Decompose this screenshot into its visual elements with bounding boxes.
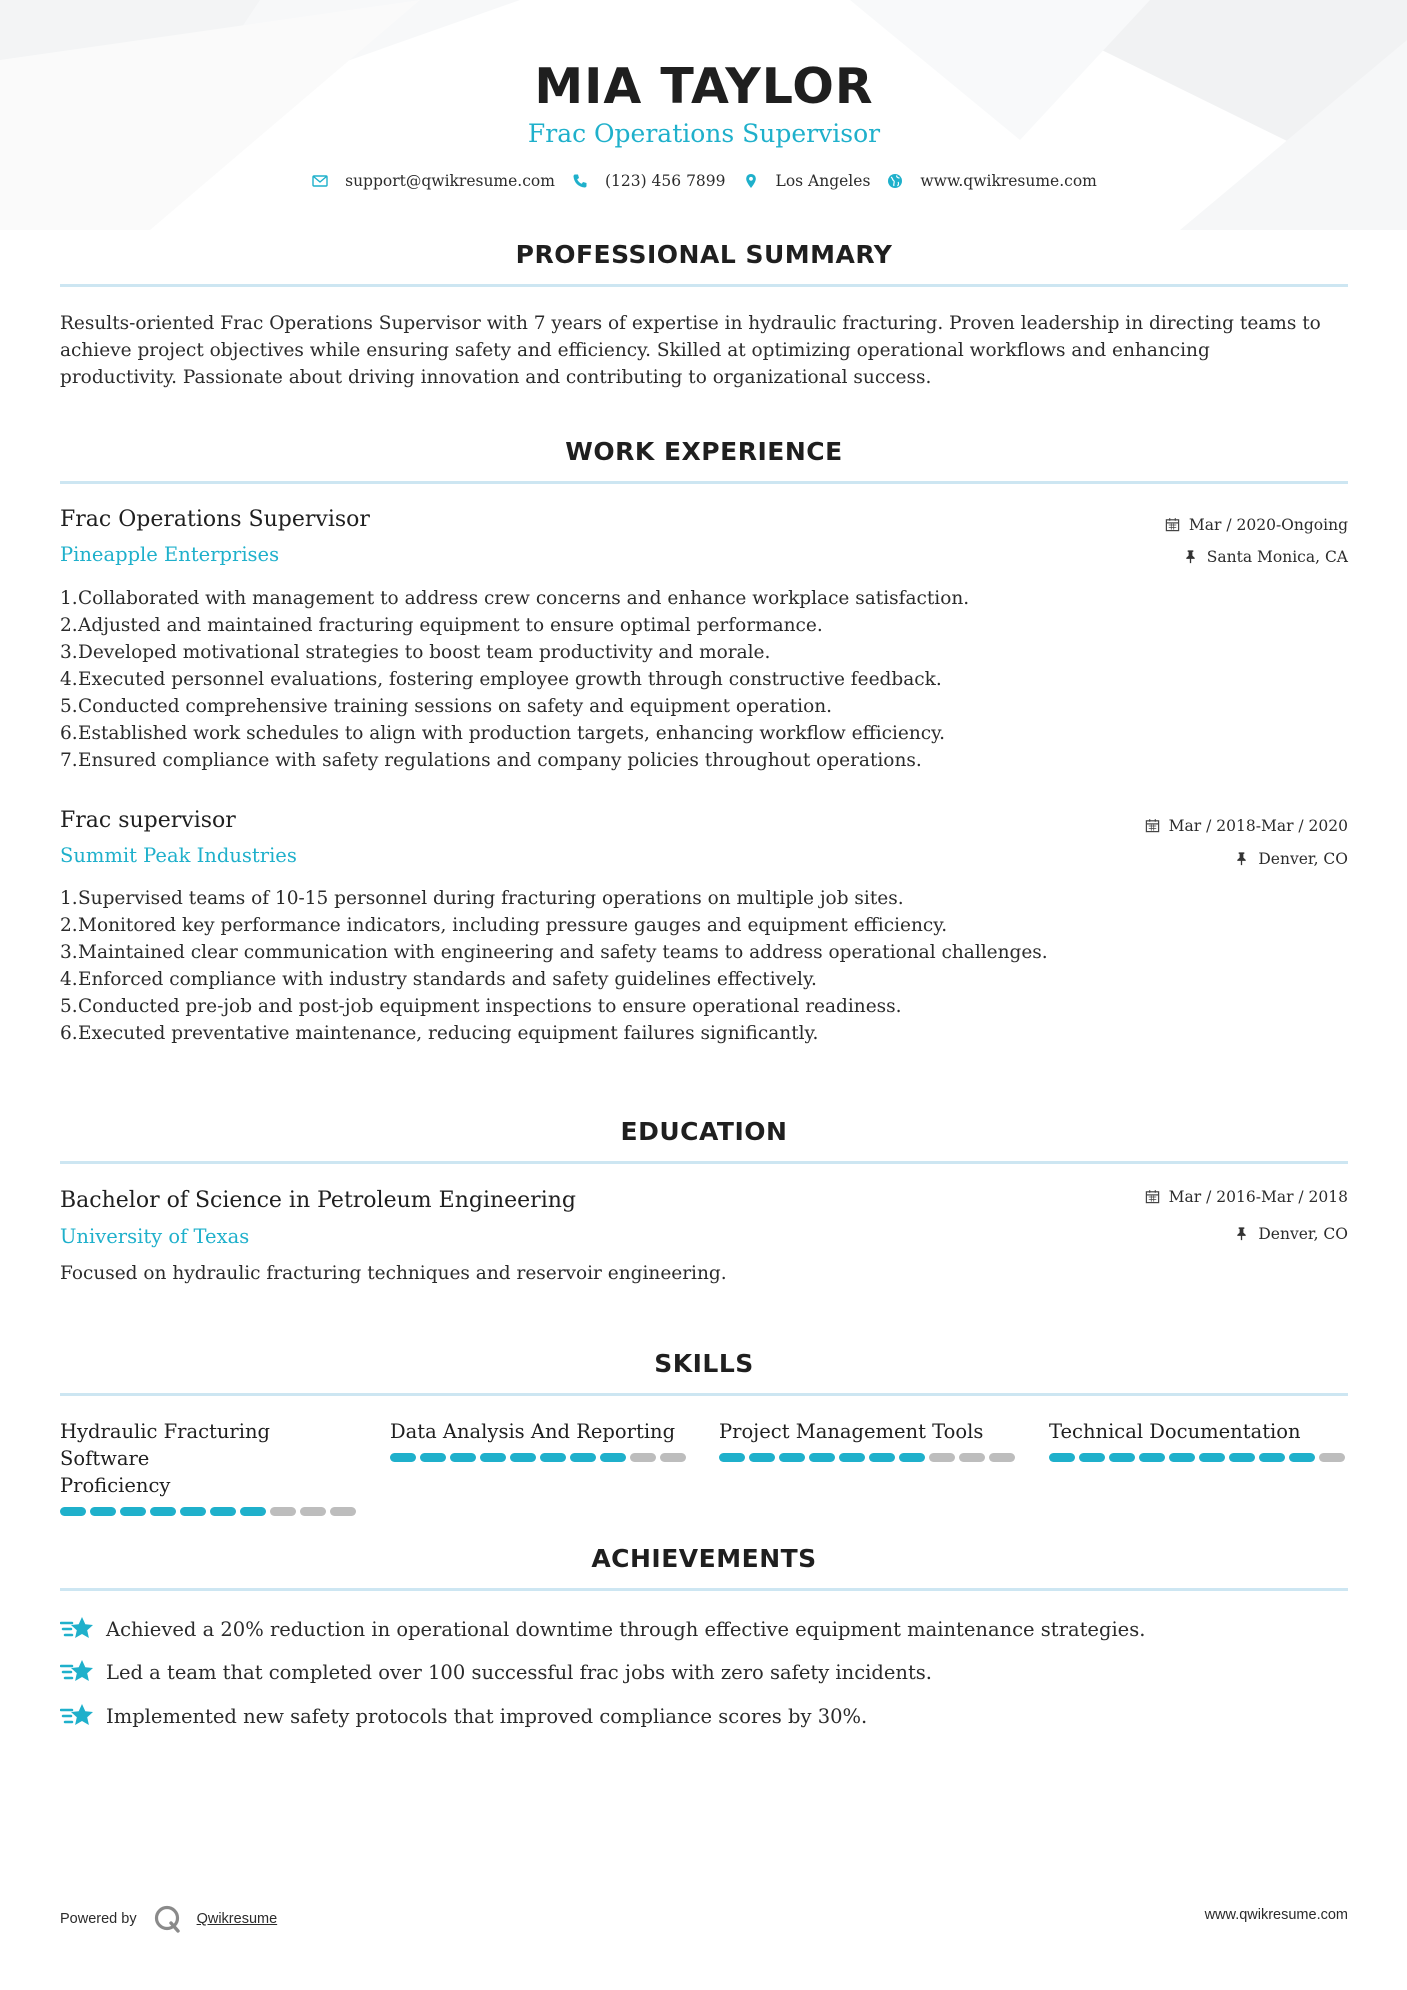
list-item: 3. Developed motivational strategies to boost team productivity and morale. <box>60 642 771 663</box>
skill-level-segment <box>90 1507 116 1516</box>
calendar-icon <box>1145 818 1161 834</box>
skill-level-bar <box>1049 1453 1349 1462</box>
job-title: Frac supervisor <box>60 808 236 833</box>
education-location-text: Denver, CO <box>1258 1225 1348 1243</box>
summary-text <box>60 310 1348 391</box>
job-date-text: Mar / 2018-Mar / 2020 <box>1168 817 1348 835</box>
candidate-name: MIA TAYLOR <box>534 58 874 115</box>
skill-level-segment <box>869 1453 895 1462</box>
calendar-icon <box>1145 1189 1161 1205</box>
contact-phone-text: (123) 456 7899 <box>604 172 726 190</box>
achievements-divider <box>60 1588 1348 1591</box>
achievement-item <box>60 1701 867 1731</box>
job-location-text: Santa Monica, CA <box>1206 548 1348 566</box>
footer-website-link[interactable]: www.qwikresume.com <box>1204 1907 1348 1923</box>
skill-level-segment <box>270 1507 296 1516</box>
skill-level-segment <box>210 1507 236 1516</box>
education-location <box>1234 1225 1348 1243</box>
skill-level-segment <box>1049 1453 1075 1462</box>
job-bullets <box>60 885 1348 1047</box>
skill-level-segment <box>540 1453 566 1462</box>
skill-level-segment <box>1199 1453 1225 1462</box>
qwikresume-logo-icon <box>153 1904 183 1934</box>
skill-level-segment <box>809 1453 835 1462</box>
skill-level-segment <box>1109 1453 1135 1462</box>
summary-line: achieve project objectives while ensuring safety and efficiency. Skilled at optimizing operational workflows and enhancing <box>60 340 1210 361</box>
skill-level-segment <box>600 1453 626 1462</box>
powered-by-label: Powered by <box>60 1911 137 1927</box>
candidate-role: Frac Operations Supervisor <box>527 119 881 148</box>
education-description: Focused on hydraulic fracturing techniques and reservoir engineering. <box>60 1263 727 1284</box>
resume-page <box>60 0 1348 1990</box>
skill-level-segment <box>300 1507 326 1516</box>
skill-level-segment <box>839 1453 865 1462</box>
skill-level-segment <box>420 1453 446 1462</box>
achievement-item <box>60 1657 932 1687</box>
job-location-text: Denver, CO <box>1258 850 1348 868</box>
list-item: 3. Maintained clear communication with engineering and safety teams to address operational challenges. <box>60 942 1048 963</box>
skill-level-segment <box>929 1453 955 1462</box>
job-date <box>1165 516 1348 534</box>
list-item: 4. Executed personnel evaluations, fostering employee growth through constructive feedback. <box>60 669 942 690</box>
skill-level-segment <box>779 1453 805 1462</box>
list-item: 1. Supervised teams of 10-15 personnel during fracturing operations on multiple job sites. <box>60 888 904 909</box>
achievement-item <box>60 1614 1145 1644</box>
skill-level-segment <box>899 1453 925 1462</box>
job-company: Pineapple Enterprises <box>60 543 280 566</box>
skill-item <box>1049 1418 1349 1462</box>
skill-level-segment <box>150 1507 176 1516</box>
skill-level-segment <box>60 1507 86 1516</box>
pushpin-icon <box>1234 851 1250 867</box>
job-title: Frac Operations Supervisor <box>60 507 370 532</box>
list-item: 4. Enforced compliance with industry standards and safety guidelines effectively. <box>60 969 817 990</box>
pushpin-icon <box>1234 1226 1250 1242</box>
contact-website-text: www.qwikresume.com <box>920 172 1097 190</box>
education-date-text: Mar / 2016-Mar / 2018 <box>1168 1188 1348 1206</box>
skill-name: Project Management Tools <box>719 1420 984 1443</box>
summary-line: productivity. Passionate about driving innovation and contributing to organizational success. <box>60 367 932 388</box>
list-item: 6. Executed preventative maintenance, reducing equipment failures significantly. <box>60 1023 819 1044</box>
skill-level-segment <box>570 1453 596 1462</box>
job-bullets <box>60 585 1348 774</box>
footer-powered-by <box>60 1904 277 1934</box>
globe-icon <box>886 172 904 190</box>
education-degree: Bachelor of Science in Petroleum Engineering <box>60 1188 576 1213</box>
star-icon <box>60 1614 94 1644</box>
skills-section-title: SKILLS <box>654 1349 754 1378</box>
contact-email-text: support@qwikresume.com <box>345 172 555 190</box>
skill-name: Technical Documentation <box>1049 1420 1301 1443</box>
skill-level-bar <box>60 1507 360 1516</box>
skill-item <box>390 1418 690 1462</box>
contact-location-text: Los Angeles <box>775 172 871 190</box>
education-section-title: EDUCATION <box>620 1117 788 1146</box>
list-item: 2. Adjusted and maintained fracturing equipment to ensure optimal performance. <box>60 615 823 636</box>
location-pin-icon <box>742 172 760 190</box>
skills-divider <box>60 1393 1348 1396</box>
skill-level-segment <box>630 1453 656 1462</box>
skill-name: Data Analysis And Reporting <box>390 1420 676 1443</box>
job-location <box>1183 548 1348 566</box>
envelope-icon <box>311 172 329 190</box>
achievement-text: Achieved a 20% reduction in operational downtime through effective equipment maintenance strategies. <box>106 1617 1146 1641</box>
skill-level-segment <box>1079 1453 1105 1462</box>
job-location <box>1234 850 1348 868</box>
skill-item <box>60 1418 360 1516</box>
experience-section-title: WORK EXPERIENCE <box>565 437 843 466</box>
job-company: Summit Peak Industries <box>60 844 297 867</box>
list-item: 1. Collaborated with management to address crew concerns and enhance workplace satisfaction. <box>60 588 970 609</box>
contact-email[interactable] <box>311 172 555 190</box>
skill-level-bar <box>390 1453 690 1462</box>
skill-level-segment <box>330 1507 356 1516</box>
summary-section-title: PROFESSIONAL SUMMARY <box>515 240 893 269</box>
summary-line: Results-oriented Frac Operations Supervisor with 7 years of expertise in hydraulic fracturing. Proven leadership in directing teams to <box>60 313 1321 334</box>
experience-divider <box>60 481 1348 484</box>
skill-level-bar <box>719 1453 1019 1462</box>
skill-level-segment <box>749 1453 775 1462</box>
education-school: University of Texas <box>60 1225 250 1248</box>
education-date <box>1145 1188 1348 1206</box>
qwikresume-link[interactable]: Qwikresume <box>196 1911 278 1927</box>
list-item: 2. Monitored key performance indicators, including pressure gauges and equipment efficiency. <box>60 915 948 936</box>
skill-item <box>719 1418 1019 1462</box>
job-date <box>1145 817 1348 835</box>
job-date-text: Mar / 2020-Ongoing <box>1188 516 1348 534</box>
list-item: 5. Conducted pre-job and post-job equipment inspections to ensure operational readiness. <box>60 996 902 1017</box>
education-divider <box>60 1161 1348 1164</box>
skill-level-segment <box>1229 1453 1255 1462</box>
skill-level-segment <box>959 1453 985 1462</box>
summary-divider <box>60 284 1348 287</box>
calendar-icon <box>1165 517 1181 533</box>
skill-level-segment <box>480 1453 506 1462</box>
skill-level-segment <box>390 1453 416 1462</box>
skill-level-segment <box>1139 1453 1165 1462</box>
star-icon <box>60 1657 94 1687</box>
skill-level-segment <box>1319 1453 1345 1462</box>
skill-level-segment <box>240 1507 266 1516</box>
skill-name: Hydraulic Fracturing Software Proficiency <box>60 1420 270 1497</box>
list-item: 6. Established work schedules to align with production targets, enhancing workflow efficiency. <box>60 723 946 744</box>
achievement-text: Implemented new safety protocols that improved compliance scores by 30%. <box>106 1704 868 1728</box>
skill-level-segment <box>719 1453 745 1462</box>
skill-level-segment <box>510 1453 536 1462</box>
phone-icon <box>571 172 589 190</box>
contact-website[interactable] <box>886 172 1096 190</box>
contact-bar <box>60 172 1348 190</box>
contact-location <box>742 172 871 190</box>
skill-level-segment <box>660 1453 686 1462</box>
skill-level-segment <box>1169 1453 1195 1462</box>
list-item: 7. Ensured compliance with safety regulations and company policies throughout operations. <box>60 750 922 771</box>
achievement-text: Led a team that completed over 100 successful frac jobs with zero safety incidents. <box>106 1660 932 1684</box>
skill-level-segment <box>120 1507 146 1516</box>
pushpin-icon <box>1183 549 1199 565</box>
skill-level-segment <box>180 1507 206 1516</box>
skill-level-segment <box>989 1453 1015 1462</box>
star-icon <box>60 1701 94 1731</box>
list-item: 5. Conducted comprehensive training sessions on safety and equipment operation. <box>60 696 833 717</box>
skill-level-segment <box>1289 1453 1315 1462</box>
contact-phone[interactable] <box>571 172 726 190</box>
skill-level-segment <box>1259 1453 1285 1462</box>
skill-level-segment <box>450 1453 476 1462</box>
achievements-section-title: ACHIEVEMENTS <box>591 1544 817 1573</box>
